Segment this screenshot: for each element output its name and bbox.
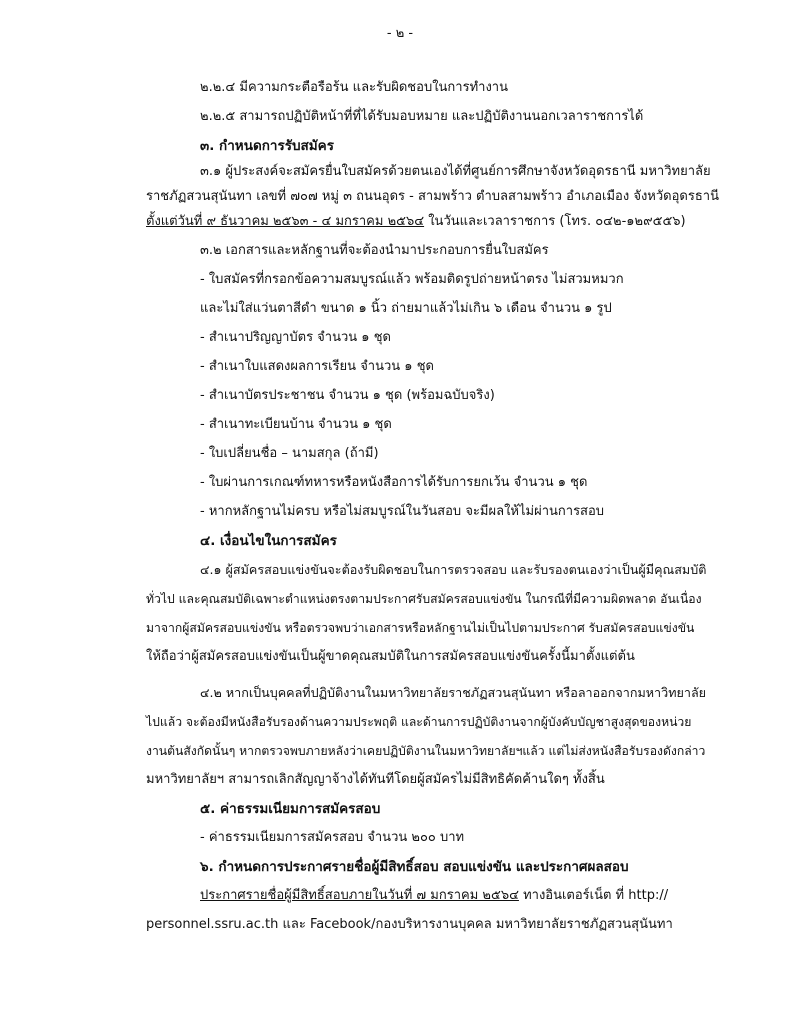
page-number: - ๒ - (386, 26, 414, 41)
paragraph-4-2-line: ๔.๒ หากเป็นบุคคลที่ปฏิบัติงานในมหาวิทยาลัยราชภัฏสวนสุนันทา หรือลาออกจากมหาวิทยาลัย (200, 685, 707, 700)
announcement-line-2: personnel.ssru.ac.th และ Facebook/กองบริหารงานบุคคล มหาวิทยาลัยราชภัฏสวนสุนันทา (146, 917, 673, 932)
paragraph-3-1-line-2: ราชภัฏสวนสุนันทา เลขที่ ๗๐๗ หมู่ ๓ ถนนอุดร - สามพร้าว ตำบลสามพร้าว อำเภอเมือง จังหวัดอุดรธานี (146, 189, 719, 204)
announcement-channel: ทางอินเตอร์เน็ต ที่ http:// (518, 888, 669, 903)
document-item: - สำเนาบัตรประชาชน จำนวน ๑ ชุด (พร้อมฉบับจริง) (200, 388, 495, 403)
office-hours-phone: ในวันและเวลาราชการ (โทร. ๐๔๒-๑๒๙๕๕๖) (424, 214, 686, 229)
document-item: - สำเนาทะเบียนบ้าน จำนวน ๑ ชุด (200, 417, 392, 432)
section-5-heading: ๕. ค่าธรรมเนียมการสมัครสอบ (200, 801, 381, 817)
paragraph-4-1-line: ให้ถือว่าผู้สมัครสอบแข่งขันเป็นผู้ขาดคุณสมบัติในการสมัครสอบแข่งขันครั้งนี้มาตั้งแต่ต้น (146, 649, 635, 664)
item-2-2-5: ๒.๒.๕ สามารถปฏิบัติหน้าที่ที่ได้รับมอบหมาย และปฏิบัติงานนอกเวลาราชการได้ (200, 109, 644, 124)
section-6-heading: ๖. กำหนดการประกาศรายชื่อผู้มีสิทธิ์สอบ สอบแข่งขัน และประกาศผลสอบ (200, 859, 629, 875)
document-item: - ใบเปลี่ยนชื่อ – นามสกุล (ถ้ามี) (200, 446, 379, 461)
document-item: - สำเนาใบแสดงผลการเรียน จำนวน ๑ ชุด (200, 359, 434, 374)
announcement-date: ประกาศรายชื่อผู้มีสิทธิ์สอบภายในวันที่ ๗ มกราคม ๒๕๖๔ (200, 888, 519, 903)
paragraph-4-1-line: มาจากผู้สมัครสอบแข่งขัน หรือตรวจพบว่าเอกสารหรือหลักฐานไม่เป็นไปตามประกาศ รับสมัครสอบแข่งขัน (146, 621, 695, 635)
paragraph-4-2-line: งานต้นสังกัดนั้นๆ หากตรวจพบภายหลังว่าเคยปฏิบัติงานในมหาวิทยาลัยฯแล้ว แต่ไม่ส่งหนังสือรับรองดังกล่าว (146, 744, 706, 758)
application-fee: - ค่าธรรมเนียมการสมัครสอบ จำนวน ๒๐๐ บาท (200, 830, 465, 845)
section-4-heading: ๔. เงื่อนไขในการสมัคร (200, 533, 337, 549)
paragraph-4-2-line: ไปแล้ว จะต้องมีหนังสือรับรองด้านความประพฤติ และด้านการปฏิบัติงานจากผู้บังคับบัญชาสูงสุดของหน่วย (146, 715, 692, 729)
paragraph-4-1-line: ทั่วไป และคุณสมบัติเฉพาะตำแหน่งตรงตามประกาศรับสมัครสอบแข่งขัน ในกรณีที่มีความผิดพลาด อันเนื่อง (146, 592, 702, 606)
announcement-line-1 (200, 886, 668, 906)
paragraph-4-1-line: ๔.๑ ผู้สมัครสอบแข่งขันจะต้องรับผิดชอบในการตรวจสอบ และรับรองตนเองว่าเป็นผู้มีคุณสมบัติ (200, 562, 707, 577)
document-item-application-cont: และไม่ใส่แว่นตาสีดำ ขนาด ๑ นิ้ว ถ่ายมาแล้วไม่เกิน ๖ เดือน จำนวน ๑ รูป (200, 301, 612, 316)
section-3-heading: ๓. กำหนดการรับสมัคร (200, 138, 334, 154)
document-item: - สำเนาปริญญาบัตร จำนวน ๑ ชุด (200, 330, 391, 345)
document-item: - หากหลักฐานไม่ครบ หรือไม่สมบูรณ์ในวันสอบ จะมีผลให้ไม่ผ่านการสอบ (200, 504, 605, 519)
paragraph-3-1-line-3 (146, 212, 686, 232)
paragraph-3-2-heading: ๓.๒ เอกสารและหลักฐานที่จะต้องนำมาประกอบการยื่นใบสมัคร (200, 243, 549, 258)
item-2-2-4: ๒.๒.๔ มีความกระตือรือร้น และรับผิดชอบในการทำงาน (200, 80, 508, 95)
paragraph-4-2-line: มหาวิทยาลัยฯ สามารถเลิกสัญญาจ้างได้ทันทีโดยผู้สมัครไม่มีสิทธิคัดค้านใดๆ ทั้งสิ้น (146, 772, 605, 787)
document-item-application: - ใบสมัครที่กรอกข้อความสมบูรณ์แล้ว พร้อมติดรูปถ่ายหน้าตรง ไม่สวมหมวก (200, 272, 624, 287)
application-period: ตั้งแต่วันที่ ๙ ธันวาคม ๒๕๖๓ - ๔ มกราคม ๒๕๖๔ (146, 214, 425, 229)
document-item: - ใบผ่านการเกณฑ์ทหารหรือหนังสือการได้รับการยกเว้น จำนวน ๑ ชุด (200, 475, 588, 490)
paragraph-3-1-line-1: ๓.๑ ผู้ประสงค์จะสมัครยื่นใบสมัครด้วยตนเองได้ที่ศูนย์การศึกษาจังหวัดอุดรธานี มหาวิทยาลัย (200, 164, 711, 179)
